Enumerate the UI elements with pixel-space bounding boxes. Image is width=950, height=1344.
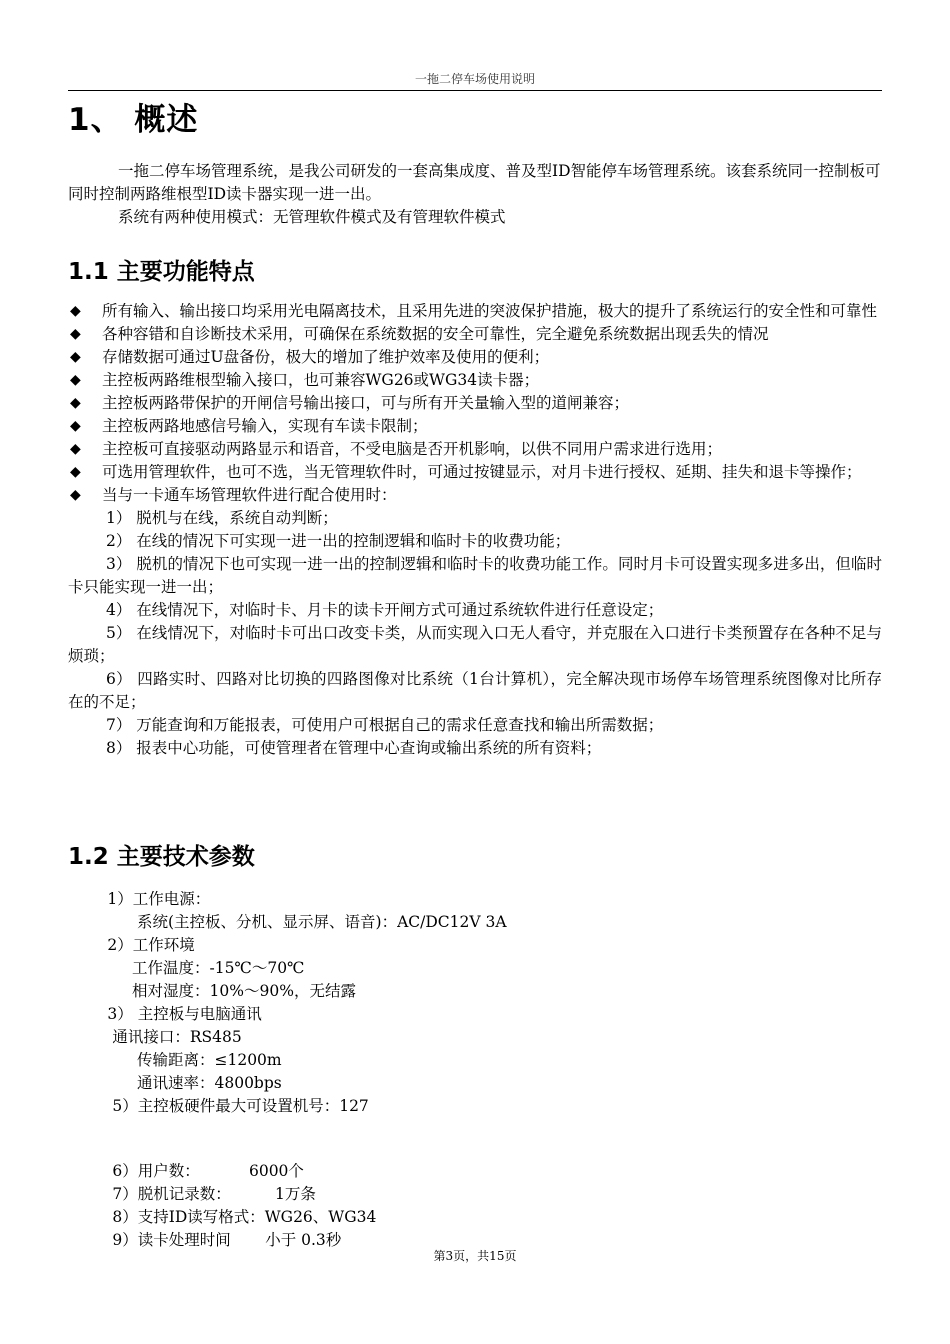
diamond-bullet-icon: ◆: [70, 464, 81, 480]
param-line: 7）脱机记录数： 1万条: [68, 1185, 316, 1203]
list-item: ◆ 主控板两路维根型输入接口，也可兼容WG26或WG34读卡器；: [68, 369, 882, 392]
param-line: 6）用户数： 6000个: [68, 1162, 304, 1180]
sub-list-item: 7） 万能查询和万能报表，可使用户可根据自己的需求任意查找和输出所需数据；: [106, 716, 664, 734]
sub-list-item: 3） 脱机的情况下也可实现一进一出的控制逻辑和临时卡的收费功能工作。同时月卡可设置实现多进多出，但临时卡只能实现一进一出；: [68, 555, 882, 596]
feature-list: [68, 300, 882, 760]
param-line: 1）工作电源：: [68, 890, 211, 908]
param-line: 2）工作环境: [68, 936, 195, 954]
list-item: ◆ 存储数据可通过U盘备份，极大的增加了维护效率及使用的便利；: [68, 346, 882, 369]
page-footer: 第3页，共15页: [433, 1249, 517, 1263]
sub-feature-list: [68, 507, 882, 760]
section-1-body: [68, 160, 882, 229]
param-line: [68, 1118, 882, 1139]
page-header: 一拖二停车场使用说明: [68, 70, 882, 91]
param-line: 8）支持ID读写格式：WG26、WG34: [68, 1208, 377, 1226]
list-item: ◆ 主控板两路带保护的开闸信号输出接口，可与所有开关量输入型的道闸兼容；: [68, 392, 882, 415]
list-item: ◆ 主控板两路地感信号输入，实现有车读卡限制；: [68, 415, 882, 438]
diamond-bullet-icon: ◆: [70, 395, 81, 411]
param-line: 3） 主控板与电脑通讯: [68, 1005, 262, 1023]
list-item: ◆ 当与一卡通车场管理软件进行配合使用时：: [68, 484, 882, 507]
section-1-title: 1、 概述: [68, 102, 199, 138]
diamond-bullet-icon: ◆: [70, 441, 81, 457]
intro-paragraph-1: 一拖二停车场管理系统，是我公司研发的一套高集成度、普及型ID智能停车场管理系统。该套系统同一控制板可同时控制两路维根型ID读卡器实现一进一出。: [68, 162, 881, 203]
diamond-bullet-icon: ◆: [70, 326, 81, 342]
param-line: 9）读卡处理时间 小于 0.3秒: [68, 1231, 342, 1249]
list-item: ◆ 所有输入、输出接口均采用光电隔离技术，且采用先进的突波保护措施，极大的提升了系统运行的安全性和可靠性: [68, 300, 882, 323]
diamond-bullet-icon: ◆: [70, 418, 81, 434]
param-line: 相对湿度：10%～90%，无结露: [68, 982, 356, 1000]
section-1-2-title: 1.2 主要技术参数: [68, 844, 255, 870]
sub-list-item: 4） 在线情况下，对临时卡、月卡的读卡开闸方式可通过系统软件进行任意设定；: [106, 601, 664, 619]
list-item: ◆ 主控板可直接驱动两路显示和语音，不受电脑是否开机影响，以供不同用户需求进行选用；: [68, 438, 882, 461]
param-line: 5）主控板硬件最大可设置机号：127: [68, 1097, 369, 1115]
list-item: ◆ 各种容错和自诊断技术采用，可确保在系统数据的安全可靠性，完全避免系统数据出现丢失的情况: [68, 323, 882, 346]
section-1-1-title: 1.1 主要功能特点: [68, 259, 255, 285]
param-line: [68, 1139, 882, 1160]
diamond-bullet-icon: ◆: [70, 303, 81, 319]
sub-list-container: [68, 507, 882, 760]
list-item: ◆ 可选用管理软件，也可不选，当无管理软件时，可通过按键显示，对月卡进行授权、延期、挂失和退卡等操作；: [68, 461, 882, 484]
sub-list-item: 6） 四路实时、四路对比切换的四路图像对比系统（1台计算机），完全解决现市场停车场管理系统图像对比所存在的不足；: [68, 670, 882, 711]
tech-params: [68, 888, 882, 1252]
diamond-bullet-icon: ◆: [70, 349, 81, 365]
intro-paragraph-2: 系统有两种使用模式：无管理软件模式及有管理软件模式: [118, 208, 506, 226]
diamond-bullet-icon: ◆: [70, 372, 81, 388]
sub-list-item: 2） 在线的情况下可实现一进一出的控制逻辑和临时卡的收费功能；: [106, 532, 571, 550]
sub-list-item: 1） 脱机与在线，系统自动判断；: [106, 509, 338, 527]
param-line: 传输距离：≤1200m: [68, 1051, 282, 1069]
param-line: 通讯速率：4800bps: [68, 1074, 282, 1092]
sub-list-item: 8） 报表中心功能，可使管理者在管理中心查询或输出系统的所有资料；: [106, 739, 602, 757]
param-line: 工作温度：-15℃～70℃: [68, 959, 305, 977]
param-line: 系统(主控板、分机、显示屏、语音)：AC/DC12V 3A: [68, 913, 507, 931]
param-line: 通讯接口：RS485: [68, 1028, 242, 1046]
diamond-bullet-icon: ◆: [70, 487, 81, 503]
sub-list-item: 5） 在线情况下，对临时卡可出口改变卡类，从而实现入口无人看守，并克服在入口进行卡类预置存在各种不足与烦琐；: [68, 624, 882, 665]
